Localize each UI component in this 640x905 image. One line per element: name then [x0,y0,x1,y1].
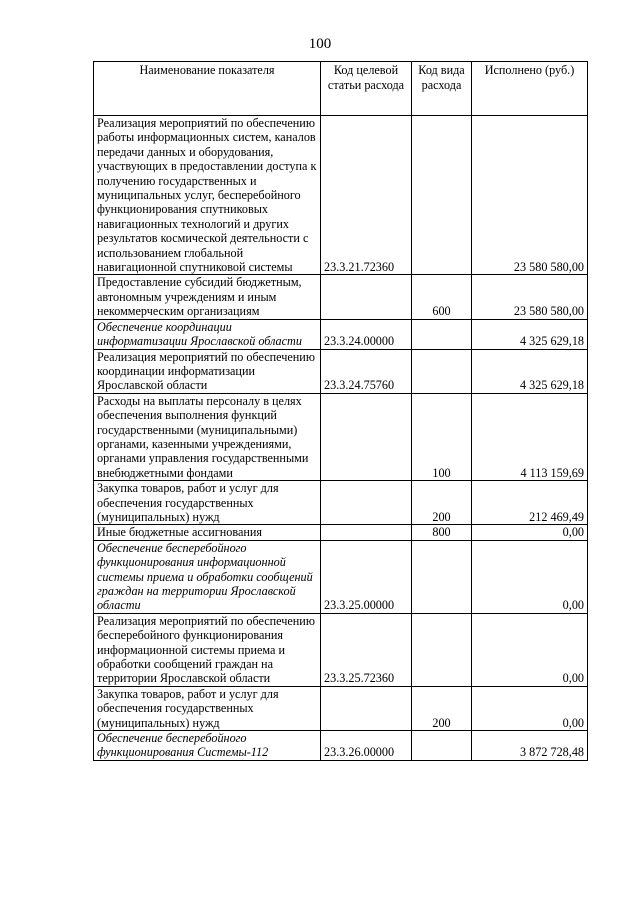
header-name: Наименование показателя [94,62,321,116]
row-executed: 0,00 [472,613,588,686]
row-executed: 4 325 629,18 [472,349,588,393]
row-executed: 0,00 [472,525,588,540]
header-kind-code: Код вида расхода [412,62,472,116]
table-header-row [94,62,588,116]
row-name: Закупка товаров, работ и услуг для обеспечения государственных (муниципальных) нужд [94,481,321,525]
row-name: Расходы на выплаты персоналу в целях обеспечения выполнения функций государственными (муниципальными) органами, казенными учреждениями, органами управления государственными внебюджетными фондами [94,393,321,480]
row-kind-code [412,116,472,275]
table-row [94,393,588,480]
row-target-code: 23.3.25.72360 [321,613,412,686]
row-kind-code: 200 [412,481,472,525]
row-kind-code [412,349,472,393]
row-executed: 4 113 159,69 [472,393,588,480]
row-kind-code: 600 [412,275,472,319]
row-target-code: 23.3.24.75760 [321,349,412,393]
row-executed: 0,00 [472,540,588,613]
row-name: Предоставление субсидий бюджетным, автономным учреждениям и иным некоммерческим организациям [94,275,321,319]
table-row [94,116,588,275]
header-target-code: Код целевой статьи расхода [321,62,412,116]
row-kind-code [412,731,472,761]
row-name: Иные бюджетные ассигнования [94,525,321,540]
row-name: Обеспечение бесперебойного функционирования информационной системы приема и обработки сообщений граждан на территории Ярославской области [94,540,321,613]
row-executed: 0,00 [472,686,588,730]
row-executed: 4 325 629,18 [472,319,588,349]
row-kind-code [412,540,472,613]
row-executed: 212 469,49 [472,481,588,525]
table-row [94,275,588,319]
row-name: Реализация мероприятий по обеспечению работы информационных систем, каналов передачи данных и оборудования, участвующих в предоставлении доступа к получению государственных и муниципальных услуг, бесперебойного функционирования спутниковых навигационных технологий и других результатов космической деятельности с использованием глобальной навигационной спутниковой системы [94,116,321,275]
header-executed: Исполнено (руб.) [472,62,588,116]
table-row [94,349,588,393]
row-name: Обеспечение бесперебойного функционирования Системы-112 [94,731,321,761]
row-kind-code: 200 [412,686,472,730]
row-target-code: 23.3.26.00000 [321,731,412,761]
table-row [94,540,588,613]
row-target-code [321,525,412,540]
row-target-code [321,393,412,480]
row-executed: 23 580 580,00 [472,275,588,319]
row-target-code: 23.3.21.72360 [321,116,412,275]
table-body [94,116,588,761]
row-name: Реализация мероприятий по обеспечению координации информатизации Ярославской области [94,349,321,393]
row-target-code [321,686,412,730]
row-target-code: 23.3.25.00000 [321,540,412,613]
table-row [94,686,588,730]
page-number: 100 [308,36,332,52]
row-kind-code [412,613,472,686]
row-name: Обеспечение координации информатизации Ярославской области [94,319,321,349]
table-row [94,319,588,349]
row-kind-code [412,319,472,349]
row-name: Закупка товаров, работ и услуг для обеспечения государственных (муниципальных) нужд [94,686,321,730]
row-target-code [321,275,412,319]
row-name: Реализация мероприятий по обеспечению бесперебойного функционирования информационной системы приема и обработки сообщений граждан на территории Ярославской области [94,613,321,686]
table-row [94,481,588,525]
expenditure-table [93,61,588,761]
row-target-code [321,481,412,525]
row-target-code: 23.3.24.00000 [321,319,412,349]
row-executed: 3 872 728,48 [472,731,588,761]
row-executed: 23 580 580,00 [472,116,588,275]
row-kind-code: 800 [412,525,472,540]
table-row [94,731,588,761]
table-row [94,525,588,540]
table-row [94,613,588,686]
row-kind-code: 100 [412,393,472,480]
